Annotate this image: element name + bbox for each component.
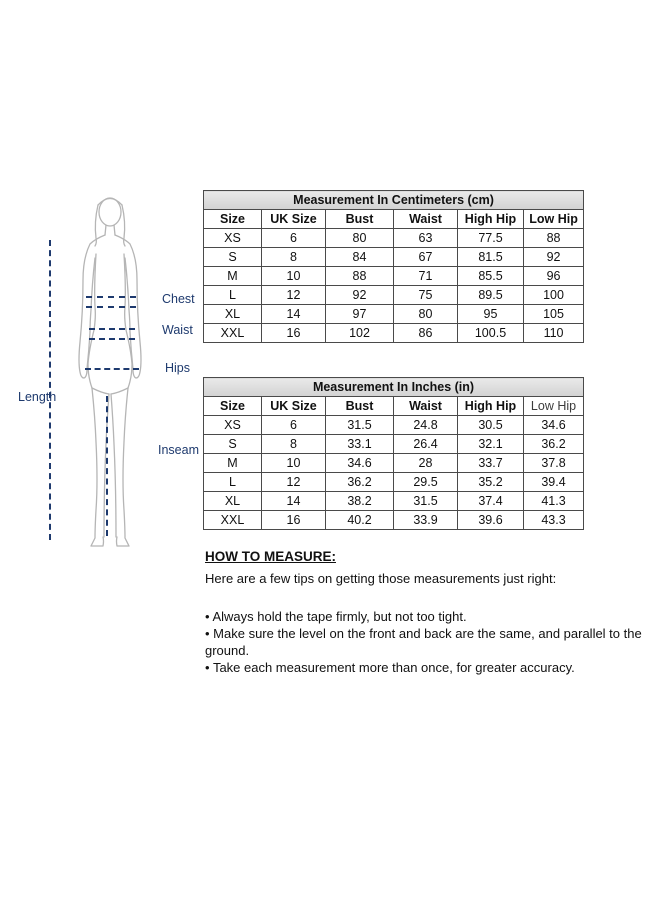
chest-measure-line-top [86,296,136,298]
size-cell: 8 [262,248,326,267]
size-cell: 97 [326,305,394,324]
size-cell: 16 [262,324,326,343]
size-cell: 6 [262,229,326,248]
size-cell: 110 [524,324,584,343]
column-header: Size [204,210,262,229]
size-cell: M [204,267,262,286]
size-cell: 102 [326,324,394,343]
size-cell: 24.8 [394,416,458,435]
size-cell: 32.1 [458,435,524,454]
size-cell: 33.9 [394,511,458,530]
size-cell: 30.5 [458,416,524,435]
column-header: High Hip [458,397,524,416]
column-header: UK Size [262,210,326,229]
size-cell: 92 [524,248,584,267]
size-cell: 37.8 [524,454,584,473]
size-cell: 75 [394,286,458,305]
size-cell: 92 [326,286,394,305]
size-row [204,511,584,530]
size-cell: 105 [524,305,584,324]
size-cell: 14 [262,305,326,324]
size-cell: 84 [326,248,394,267]
size-row [204,305,584,324]
label-waist: Waist [162,323,193,337]
size-cell: L [204,286,262,305]
column-header: Size [204,397,262,416]
size-row [204,248,584,267]
size-cell: 41.3 [524,492,584,511]
size-cell: 71 [394,267,458,286]
size-cell: 31.5 [326,416,394,435]
size-cell: 26.4 [394,435,458,454]
column-header: Low Hip [524,397,584,416]
size-cell: 34.6 [326,454,394,473]
size-cell: XXL [204,511,262,530]
size-cell: 100.5 [458,324,524,343]
how-to-measure-heading: HOW TO MEASURE: [205,549,336,564]
how-to-measure-section [205,549,645,676]
size-cell: XL [204,492,262,511]
size-cell: L [204,473,262,492]
size-cell: 33.1 [326,435,394,454]
size-cell: 36.2 [326,473,394,492]
size-cell: 35.2 [458,473,524,492]
hips-measure-line [85,368,139,370]
size-cell: 40.2 [326,511,394,530]
size-cell: M [204,454,262,473]
size-cell: 43.3 [524,511,584,530]
size-row [204,454,584,473]
size-cell: 12 [262,286,326,305]
size-cell: 8 [262,435,326,454]
size-row [204,492,584,511]
size-cell: 29.5 [394,473,458,492]
size-cell: 96 [524,267,584,286]
size-cell: 67 [394,248,458,267]
size-row [204,416,584,435]
tip-item: • Make sure the level on the front and back are the same, and parallel to the ground. [205,625,645,659]
size-cell: 89.5 [458,286,524,305]
column-header: UK Size [262,397,326,416]
female-body-outline-illustration [50,192,170,552]
size-row [204,286,584,305]
tip-item: • Take each measurement more than once, for greater accuracy. [205,659,645,676]
column-header: Bust [326,397,394,416]
size-cell: 33.7 [458,454,524,473]
size-row [204,229,584,248]
size-cell: S [204,248,262,267]
size-cell: 10 [262,454,326,473]
size-table-inches [203,377,584,530]
how-to-measure-intro: Here are a few tips on getting those measurements just right: [205,571,557,586]
size-cell: 100 [524,286,584,305]
size-cell: XS [204,416,262,435]
size-cell: 39.4 [524,473,584,492]
size-row [204,435,584,454]
size-cell: 12 [262,473,326,492]
table-title: Measurement In Inches (in) [204,378,584,397]
waist-measure-line-bottom [89,338,135,340]
size-cell: 80 [326,229,394,248]
size-cell: 34.6 [524,416,584,435]
size-table-centimeters [203,190,584,343]
measuring-tips-list [205,608,645,676]
size-cell: S [204,435,262,454]
column-header: Low Hip [524,210,584,229]
size-row [204,473,584,492]
size-cell: 77.5 [458,229,524,248]
tip-item: • Always hold the tape firmly, but not too tight. [205,608,645,625]
size-cell: 16 [262,511,326,530]
column-header: High Hip [458,210,524,229]
size-cell: 88 [326,267,394,286]
size-cell: 95 [458,305,524,324]
size-cell: 37.4 [458,492,524,511]
size-row [204,324,584,343]
size-cell: 63 [394,229,458,248]
size-cell: 38.2 [326,492,394,511]
size-cell: XS [204,229,262,248]
size-cell: 80 [394,305,458,324]
size-cell: 14 [262,492,326,511]
size-cell: 86 [394,324,458,343]
size-cell: 81.5 [458,248,524,267]
label-inseam: Inseam [158,443,199,457]
label-chest: Chest [162,292,195,306]
column-header: Waist [394,210,458,229]
size-cell: 28 [394,454,458,473]
size-cell: 36.2 [524,435,584,454]
size-cell: 31.5 [394,492,458,511]
label-hips: Hips [165,361,191,375]
size-cell: XXL [204,324,262,343]
size-cell: 6 [262,416,326,435]
label-length: Length [18,390,57,404]
size-cell: 88 [524,229,584,248]
column-header: Waist [394,397,458,416]
size-cell: XL [204,305,262,324]
size-row [204,267,584,286]
waist-measure-line-top [89,328,135,330]
size-cell: 39.6 [458,511,524,530]
size-cell: 10 [262,267,326,286]
inseam-measure-line [106,396,108,536]
chest-measure-line-bottom [86,306,136,308]
size-cell: 85.5 [458,267,524,286]
column-header: Bust [326,210,394,229]
table-title: Measurement In Centimeters (cm) [204,191,584,210]
